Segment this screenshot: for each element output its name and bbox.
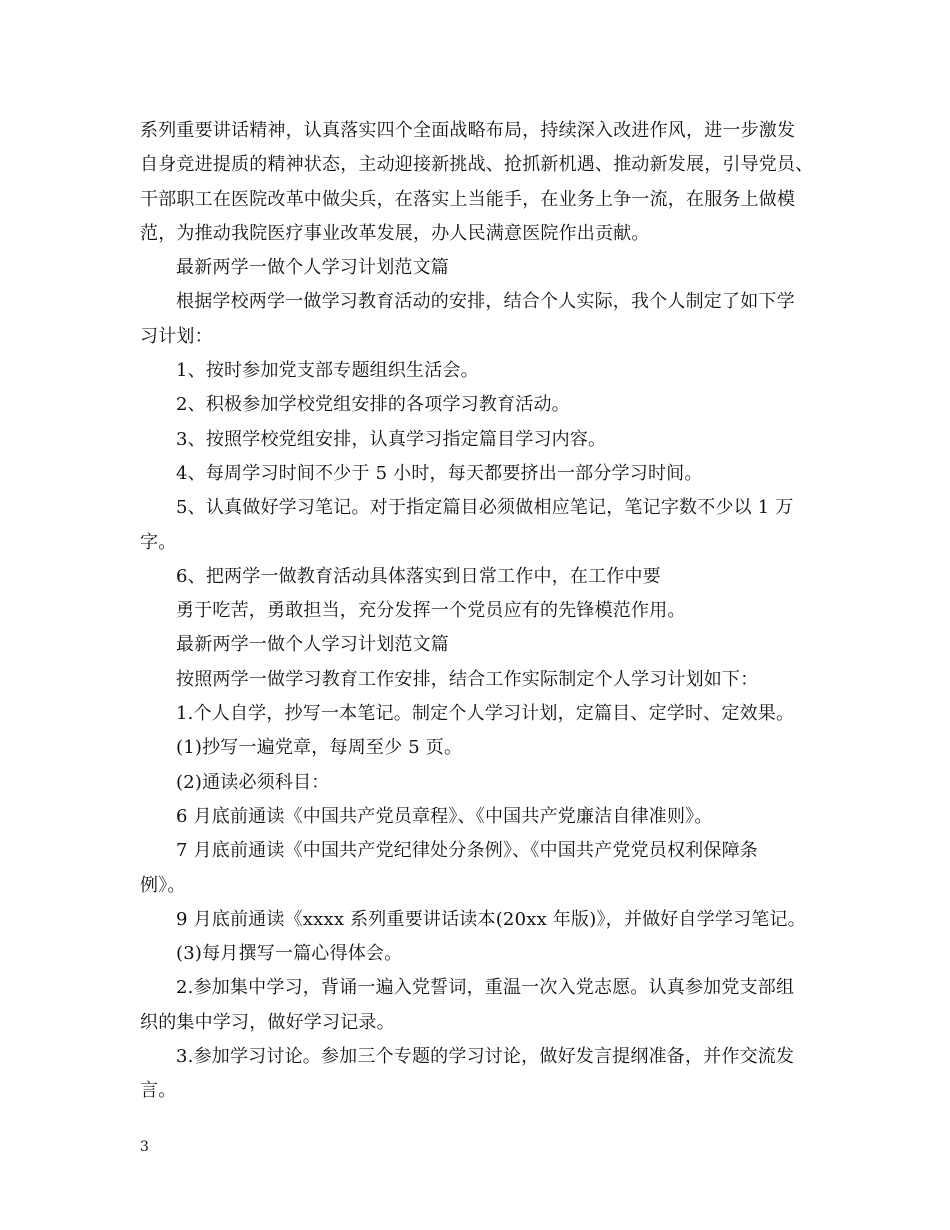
text-line: 2.参加集中学习，背诵一遍入党誓词，重温一次入党志愿。认真参加党支部组	[176, 977, 795, 999]
text-line: 系列重要讲话精神，认真落实四个全面战略布局，持续深入改进作风，进一步激发	[140, 120, 796, 141]
text-line: 4、每周学习时间不少于 5 小时，每天都要挤出一部分学习时间。	[176, 462, 703, 484]
document-body	[140, 114, 820, 1109]
text-line: 6、把两学一做教育活动具体落实到日常工作中，在工作中要	[176, 565, 661, 587]
text-line: (2)通读必须科目：	[176, 771, 330, 793]
text-line: 范，为推动我院医疗事业改革发展，办人民满意医院作出贡献。	[140, 222, 650, 244]
text-line: 按照两学一做学习教育工作安排，结合工作实际制定个人学习计划如下：	[176, 668, 759, 690]
text-line: 1.个人自学，抄写一本笔记。制定个人学习计划，定篇目、定学时、定效果。	[176, 703, 795, 725]
page-number: 3	[140, 1139, 149, 1155]
text-line: 勇于吃苦，勇敢担当，充分发挥一个党员应有的先锋模范作用。	[176, 600, 686, 622]
text-line: 5、认真做好学习笔记。对于指定篇目必须做相应笔记，笔记字数不少以 1 万	[176, 497, 794, 519]
text-line: 例》。	[140, 874, 186, 896]
text-line: 言。	[140, 1080, 177, 1102]
text-line: 字。	[140, 531, 177, 553]
text-line: 1、按时参加党支部专题组织生活会。	[176, 360, 479, 382]
text-line: 3、按照学校党组安排，认真学习指定篇目学习内容。	[176, 428, 607, 450]
text-line: 最新两学一做个人学习计划范文篇	[176, 634, 449, 656]
text-line: 自身竞进提质的精神状态，主动迎接新挑战、抢抓新机遇、推动新发展，引导党员、	[140, 154, 814, 176]
text-line: 9 月底前通读《xxxx 系列重要讲话读本(20xx 年版)》，并做好自学学习笔记。	[176, 908, 806, 930]
text-line: 6 月底前通读《中国共产党员章程》、《中国共产党廉洁自律准则》。	[176, 805, 713, 827]
text-line: 3.参加学习讨论。参加三个专题的学习讨论，做好发言提纲准备，并作交流发	[176, 1046, 795, 1068]
text-line: 7 月底前通读《中国共产党纪律处分条例》、《中国共产党党员权利保障条	[176, 840, 758, 862]
text-line: 最新两学一做个人学习计划范文篇	[176, 257, 449, 279]
text-line: 习计划：	[140, 325, 213, 347]
text-line: 根据学校两学一做学习教育活动的安排，结合个人实际，我个人制定了如下学	[176, 291, 795, 313]
text-line: (3)每月撰写一篇心得体会。	[176, 943, 403, 965]
text-line: 织的集中学习，做好学习记录。	[140, 1011, 395, 1033]
text-line: 干部职工在医院改革中做尖兵，在落实上当能手，在业务上争一流，在服务上做模	[140, 188, 796, 210]
text-line: (1)抄写一遍党章，每周至少 5 页。	[176, 737, 463, 759]
text-line: 2、积极参加学校党组安排的各项学习教育活动。	[176, 394, 570, 416]
